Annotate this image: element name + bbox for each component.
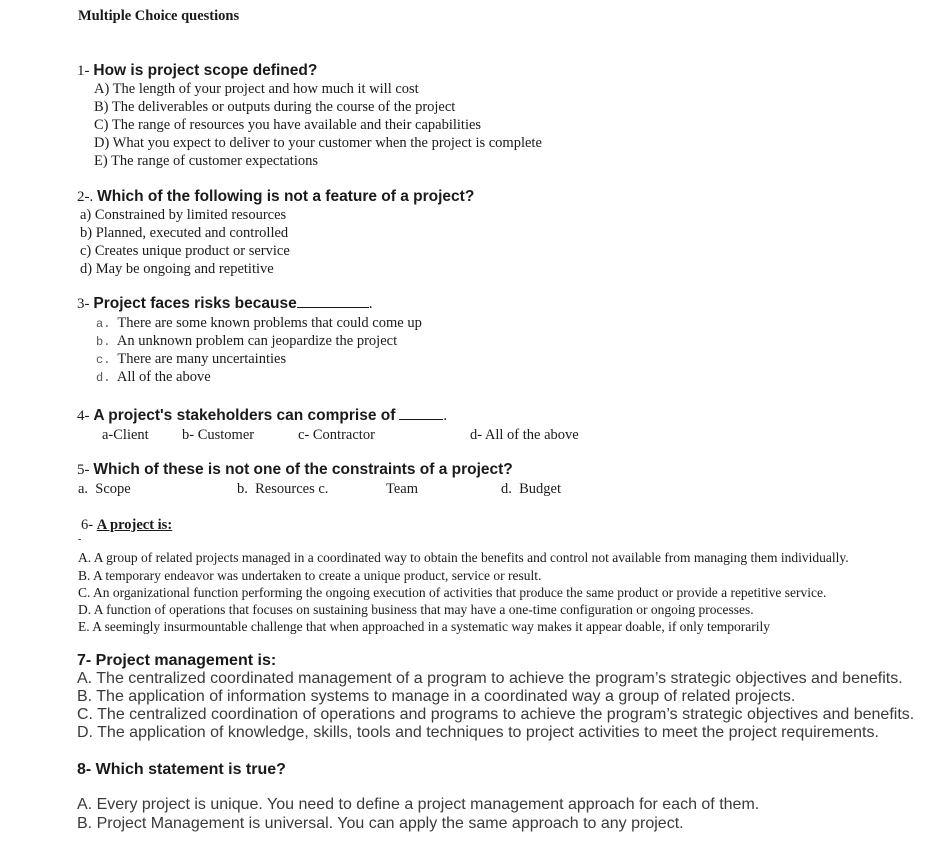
question-6-heading: [81, 516, 172, 534]
question-3-heading: 3- Project faces risks because .: [77, 295, 373, 312]
question-3-number: 3-: [77, 296, 90, 312]
q4-option-b: b- Customer: [182, 427, 255, 443]
question-2-heading: [77, 187, 474, 207]
q5-option-d: d. Budget: [501, 481, 562, 497]
question-2-text: Which of the following is not a feature of a project?: [97, 188, 475, 205]
q8-option-b: B. Project Management is universal. You can apply the same approach to any project.: [77, 815, 684, 832]
q2-option-a: a) Constrained by limited resources: [80, 207, 287, 223]
q1-option-c: C) The range of resources you have available and their capabilities: [94, 117, 482, 133]
question-5-heading: [77, 460, 513, 480]
question-5-text: Which of these is not one of the constraints of a project?: [93, 461, 513, 478]
question-1-heading: [77, 61, 317, 81]
question-4-heading: 4- A project's stakeholders can comprise of .: [77, 407, 448, 424]
q7-option-c: C. The centralized coordination of operations and programs to achieve the program’s strategic objectives and benefits.: [77, 706, 915, 723]
question-1-text: How is project scope defined?: [93, 62, 318, 79]
page-title: Multiple Choice questions: [78, 8, 240, 24]
answer-blank: [297, 295, 369, 308]
q1-option-d: D) What you expect to deliver to your customer when the project is complete: [94, 135, 542, 151]
question-5-number: 5-: [77, 462, 90, 478]
question-6-text: A project is:: [96, 517, 173, 533]
q3-option-b-letter: b.: [96, 335, 111, 349]
q7-option-d: D. The application of knowledge, skills, tools and techniques to project activities to meet the project requirements.: [77, 724, 879, 741]
question-6-number: 6-: [81, 517, 94, 533]
q7-option-a: A. The centralized coordinated management of a program to achieve the program’s strategic objectives and benefits.: [77, 670, 903, 687]
q3-option-b-text: An unknown problem can jeopardize the project: [116, 333, 398, 349]
q3-option-a-letter: a.: [96, 317, 111, 331]
q4-option-c: c- Contractor: [298, 427, 375, 443]
q3-option-b: [96, 332, 397, 351]
q6-option-c: C. An organizational function performing the ongoing execution of activities that produce the same product or provide a repetitive service.: [78, 585, 827, 600]
q3-option-c: [96, 350, 286, 369]
q2-option-c: c) Creates unique product or service: [80, 243, 290, 259]
q3-option-a-text: There are some known problems that could come up: [117, 315, 422, 331]
q3-option-a: [96, 314, 422, 333]
question-1-number: 1-: [77, 63, 90, 79]
q3-option-d-text: All of the above: [116, 369, 211, 385]
q1-option-b: B) The deliverables or outputs during the course of the project: [94, 99, 456, 115]
question-4-number: 4-: [77, 408, 90, 424]
q6-option-a: A. A group of related projects managed in a coordinated way to obtain the benefits and control not available from managing them individually.: [78, 550, 849, 565]
q6-option-b: B. A temporary endeavor was undertaken to create a unique product, service or result.: [78, 568, 542, 583]
question-3-text: Project faces risks because: [93, 295, 297, 312]
q3-option-d-letter: d.: [96, 371, 111, 385]
question-4-text: A project's stakeholders can comprise of: [93, 407, 396, 424]
q1-option-a: A) The length of your project and how much it will cost: [94, 81, 419, 97]
q6-dash: -: [78, 534, 82, 545]
q4-option-d: d- All of the above: [470, 427, 579, 443]
q2-option-d: d) May be ongoing and repetitive: [80, 261, 274, 277]
q7-option-b: B. The application of information systems to manage in a coordinated way a group of related projects.: [77, 688, 796, 705]
q3-option-d: [96, 368, 211, 387]
q5-option-b: b. Resources c.: [237, 481, 329, 497]
q3-option-c-text: There are many uncertainties: [117, 351, 287, 367]
answer-blank: [399, 407, 443, 420]
q4-option-a: a-Client: [102, 427, 149, 443]
q2-option-b: b) Planned, executed and controlled: [80, 225, 289, 241]
question-8-heading: 8- Which statement is true?: [77, 761, 286, 778]
question-2-number: 2-.: [77, 189, 94, 205]
q6-option-d: D. A function of operations that focuses on sustaining business that may have a one-time configuration or ongoing processes.: [78, 602, 754, 617]
q8-option-a: A. Every project is unique. You need to define a project management approach for each of them.: [77, 796, 760, 813]
q1-option-e: E) The range of customer expectations: [94, 153, 318, 169]
q5-option-a: a. Scope: [78, 481, 131, 497]
q3-option-c-letter: c.: [96, 353, 111, 367]
question-7-heading: 7- Project management is:: [77, 652, 277, 669]
q6-option-e: E. A seemingly insurmountable challenge that when approached in a systematic way makes it appear doable, if only temporarily: [78, 619, 771, 634]
q5-option-c: Team: [386, 481, 418, 497]
